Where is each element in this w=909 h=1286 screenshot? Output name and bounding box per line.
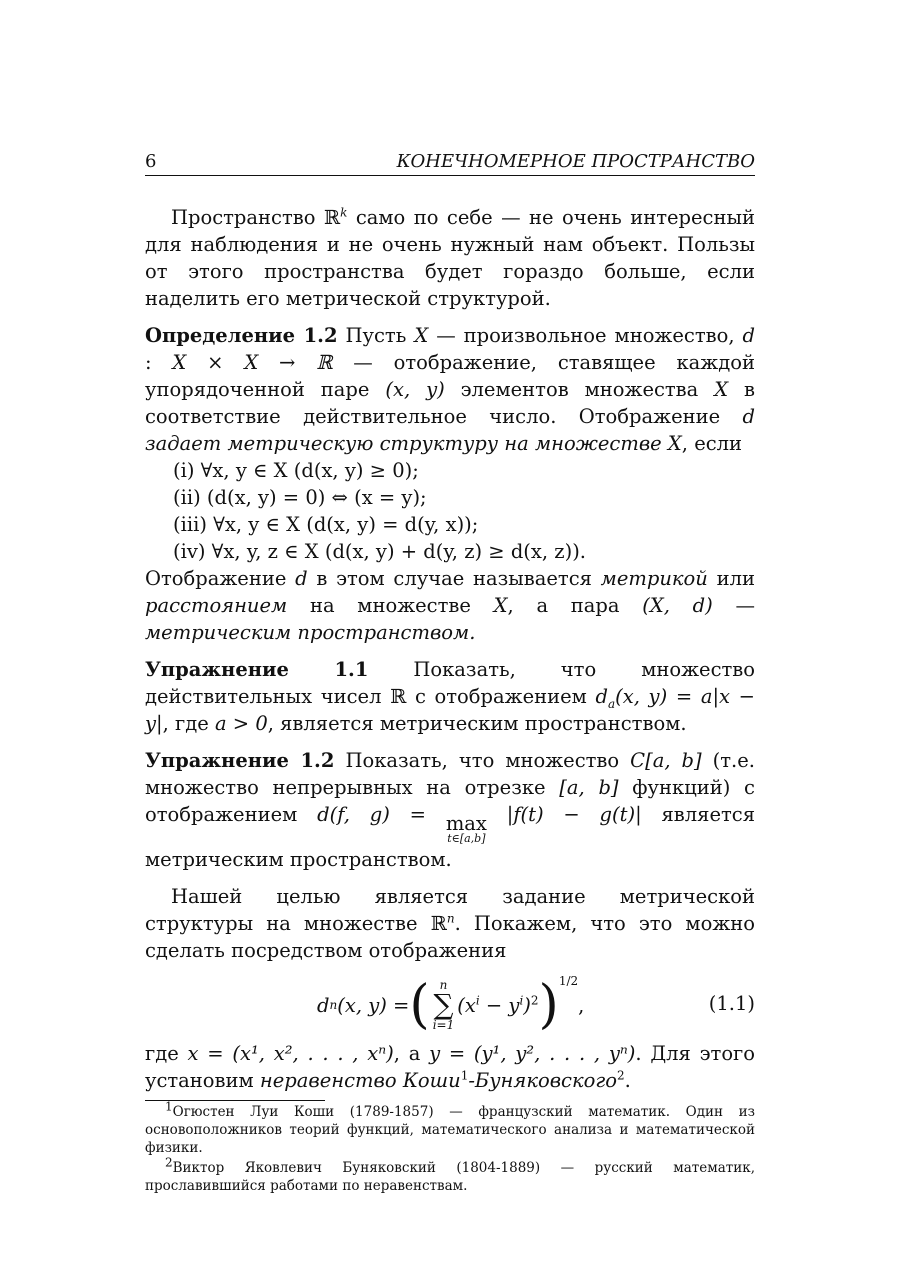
- goal-paragraph: Нашей целью является задание метрической структуры на множестве ℝ$^n$. Покажем, что это можно сделать посредством отображения: [145, 885, 755, 962]
- axiom-item: (iv) ∀x, y, z ∈ X (d(x, y) + d(y, z) ≥ d(x, z)).: [173, 540, 586, 563]
- page-number: 6: [145, 151, 157, 172]
- axiom-item: (ii) (d(x, y) = 0) ⇔ (x = y);: [173, 486, 427, 509]
- definition-conclusion: Отображение d в этом случае называется метрикой или расстоянием на множестве X, а пара (X, d) — метрическим пространством.: [145, 567, 755, 644]
- right-paren: ): [538, 975, 559, 1035]
- sum-operator: n ∑ i=1: [432, 978, 455, 1032]
- running-header: [145, 150, 755, 176]
- exercise-1-1: Упражнение 1.1 Показать, что множество действительных чисел ℝ с отображением $d_a(x$, y) = a|x − y|, где a > 0, является метрическим пространством.: [145, 658, 756, 735]
- book-page: [145, 150, 755, 1195]
- axiom-item: (i) ∀x, y ∈ X (d(x, y) ≥ 0);: [173, 459, 419, 482]
- exercise-1-2: Упражнение 1.2 Показать, что множество C[a, b] (т.е. множество непрерывных на отрезке [a, b] функций) с отображением d(f, g) = max t∈[a,b] |f(t) − g(t)| является метрическим пространством.: [145, 749, 756, 871]
- running-title: КОНЕЧНОМЕРНОЕ ПРОСТРАНСТВО: [396, 151, 755, 172]
- footnote-2: $^2$Виктор Яковлевич Буняковский (1804-1889) — русский математик, прославившийся работами по неравенствам.: [145, 1155, 755, 1194]
- axiom-item: (iii) ∀x, y ∈ X (d(x, y) = d(y, x));: [173, 513, 479, 536]
- equation-number: (1.1): [708, 992, 755, 1015]
- equation-1-1: d n (x, y) = ( n ∑ i=1 $(x^i - y^i)^2$ ) 1/2 , (1.1): [145, 968, 755, 1040]
- footnote-1: $^1$Огюстен Луи Коши (1789-1857) — французский математик. Один из основоположников теорий функций, математического анализа и математической физики.: [145, 1099, 755, 1156]
- exponent: 1/2: [558, 973, 579, 988]
- max-operator: max t∈[a,b]: [445, 812, 487, 845]
- where-paragraph: где x = (x¹, x², . . . , xⁿ), а y = (y¹, y², . . . , yⁿ). Для этого установим неравенство Коши$^1$-Буняковского$^2$.: [145, 1042, 756, 1092]
- left-paren: (: [409, 975, 430, 1035]
- intro-paragraph: Пространство ℝ$^k$ само по себе — не очень интересный для наблюдения и не очень нужный нам объект. Пользы от этого пространства будет гораздо больше, если наделить его метрической структурой.: [145, 205, 755, 310]
- definition-1-2: Определение 1.2 Пусть X — произвольное множество, d : X × X → ℝ — отображение, ставящее каждой упорядоченной паре (x, y) элементов множества X в соответствие действительное число. Отображение d задает метрическую структуру на множестве X, если: [145, 324, 756, 455]
- exercise-label: Упражнение 1.1: [145, 658, 369, 681]
- axiom-list: [173, 457, 755, 565]
- definition-label: Определение 1.2: [145, 324, 338, 347]
- exercise-label: Упражнение 1.2: [145, 749, 335, 772]
